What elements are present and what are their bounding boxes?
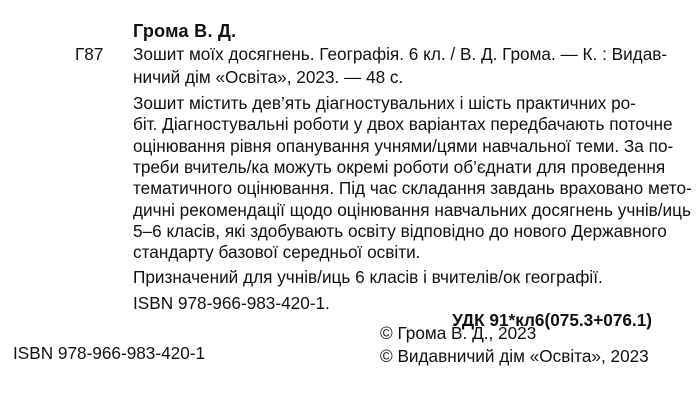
author-name: Грома В. Д. <box>133 21 237 41</box>
copyright-author: © Грома В. Д., 2023 <box>380 323 537 343</box>
annotation-line: треби вчитель/ка можуть окремі роботи об’єднати для проведення <box>133 156 666 177</box>
purpose-line: Призначений для учнів/иць 6 класів і вчителів/ок географії. <box>133 267 603 288</box>
annotation-line: тематичного оцінювання. Під час складання завдань враховано мето- <box>133 178 692 199</box>
isbn-bottom: ISBN 978-966-983-420-1 <box>13 343 206 363</box>
annotation-line: стандарту базової середньої освіти. <box>133 242 421 263</box>
udk-code: УДК 91*кл6(075.3+076.1) <box>452 310 652 330</box>
annotation-line: Зошит містить дев’ять діагностувальних і шість практичних ро- <box>133 93 636 113</box>
bibliographic-line: Зошит моїх досягнень. Географія. 6 кл. / В. Д. Грома. — К. : Видав- <box>133 44 668 64</box>
annotation-line: оцінювання рівня опанування учнями/цями навчальної теми. За по- <box>133 135 674 156</box>
copyright-publisher: © Видавничий дім «Освіта», 2023 <box>380 346 649 366</box>
bibliographic-line: ничий дім «Освіта», 2023. — 48 с. <box>133 67 404 87</box>
annotation-line: 5–6 класів, які здобувають освіту відповідно до нового Державного <box>133 220 667 241</box>
bbk-code: Г87 <box>75 44 104 64</box>
isbn-line: ISBN 978-966-983-420-1. <box>133 292 330 313</box>
annotation-line: біт. Діагностувальні роботи у двох варіантах передбачають поточне <box>133 114 673 135</box>
annotation-line: дичні рекомендації щодо оцінювання навчальних досягнень учнів/иць <box>133 199 691 220</box>
